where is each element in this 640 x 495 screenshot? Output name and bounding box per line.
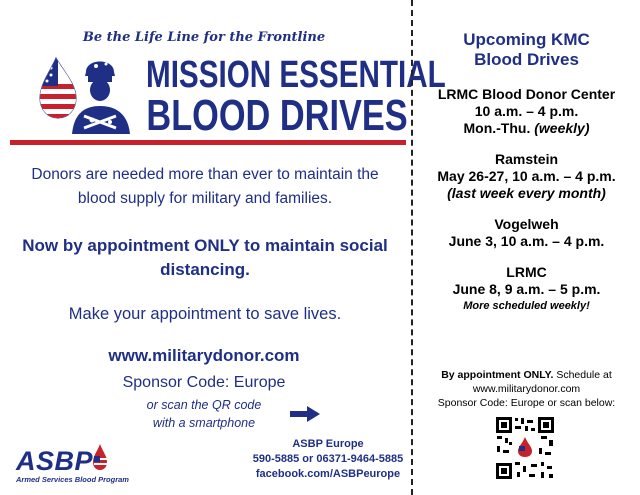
contact-facebook[interactable]: facebook.com/ASBPeurope [255,468,401,480]
upcoming-heading-line-2: Blood Drives [474,50,579,69]
upcoming-heading [413,30,640,70]
appointment-url[interactable]: www.militarydonor.com [472,383,581,395]
contact-phone: 590-5885 or 06371-9464-5885 [252,453,404,465]
event-note: (last week every month) [447,185,606,201]
event-time: May 26-27, 10 a.m. – 4 p.m. [437,168,616,184]
qr-code-icon[interactable] [495,416,555,480]
event-time: June 3, 10 a.m. – 4 p.m. [448,233,605,249]
event-item [413,151,640,202]
qr-instruction [112,396,296,432]
event-item [413,216,640,250]
event-days [413,120,640,137]
qr-instruction-line-2: with a smartphone [152,416,256,430]
sponsor-code: Sponsor Code: Europe [122,374,286,391]
right-arrow-icon [290,406,320,422]
blood-drop-icon [92,444,108,470]
red-divider [10,140,406,145]
contact-org: ASBP Europe [292,438,364,450]
call-to-action: Make your appointment to save lives. [68,305,342,323]
event-time: 10 a.m. – 4 p.m. [474,103,579,119]
event-days-text: Mon.-Thu. [463,120,531,136]
tagline: Be the Life Line for the Frontline [82,30,326,45]
appointment-info [413,368,640,410]
appointment-rest: Schedule at [553,369,612,381]
event-place: Vogelweh [494,216,559,232]
event-time: June 8, 9 a.m. – 5 p.m. [452,281,601,297]
soldier-flag-logo [36,50,144,134]
upcoming-heading-line-1: Upcoming KMC [463,30,590,49]
contact-info [248,437,408,482]
title-line-2: BLOOD DRIVES [146,91,408,140]
event-note: (weekly) [534,120,590,136]
website-link[interactable]: www.militarydonor.com [108,346,300,365]
intro-paragraph: Donors are needed more than ever to maintain the blood supply for military and families. [31,166,379,207]
event-place: LRMC Blood Donor Center [437,86,616,102]
page-title [146,54,446,140]
appointment-sponsor: Sponsor Code: Europe or scan below: [437,397,616,409]
qr-instruction-line-1: or scan the QR code [146,398,262,412]
event-item [413,264,640,315]
title-line-1: MISSION ESSENTIAL [146,54,446,96]
upcoming-drives-panel [413,0,640,495]
event-item [413,86,640,137]
appointment-line-1 [413,368,640,382]
asbp-logo: ASBP [16,446,94,476]
event-note: More scheduled weekly! [463,300,590,312]
event-place: Ramstein [494,151,559,167]
asbp-subtitle: Armed Services Blood Program [16,475,129,484]
appointment-bold: By appointment ONLY. [441,369,554,381]
event-place: LRMC [506,264,547,280]
appointment-notice: Now by appointment ONLY to maintain social distancing. [22,236,388,279]
